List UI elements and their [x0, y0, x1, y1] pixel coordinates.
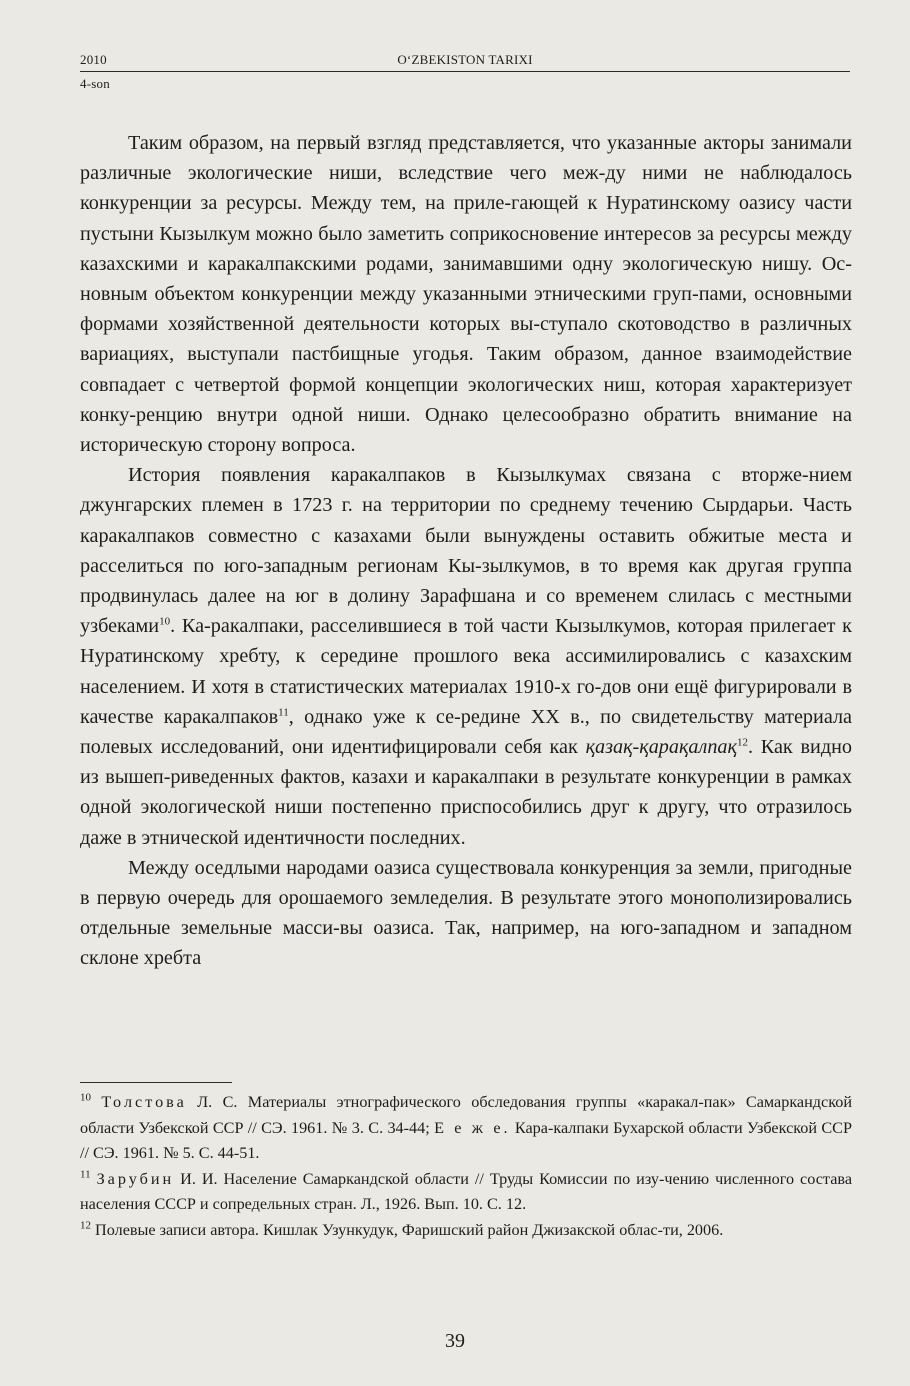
footnote-author-ibid: Е е ж е. — [434, 1118, 511, 1137]
footnote-ref-10: 10 — [159, 615, 171, 628]
header-year: 2010 — [80, 52, 107, 67]
footnote-text-2: Кара-калпаки Бухарской области Узбекской ССР // СЭ. 1961. № 5. С. 44-51. — [80, 1118, 852, 1162]
article-body — [80, 128, 852, 974]
footnote-12 — [80, 1218, 852, 1244]
footnote-text: И. И. Население Самаркандской области // Труды Комиссии по изу-чению численного состава населения СССР и сопредельных стран. Л., 1926. Вып. 10. С. 12. — [80, 1169, 852, 1213]
paragraph-2-part-a: История появления каракалпаков в Кызылкумах связана с вторже-нием джунгарских племен в 1723 г. на территории по среднему течению Сырдарьи. Часть каракалпаков совместно с казахами были вынуждены оставить обжитые места и расселиться по юго-западным регионам Кы-зылкумов, в то время как другая группа продвинулась далее на юг в долину Зарафшана и со временем слилась с местными узбеками — [80, 464, 852, 638]
footnote-separator — [80, 1082, 232, 1083]
ethnonym-italic: қазақ-қарақалпақ — [585, 736, 737, 759]
header-journal-title: O‘ZBEKISTON TARIXI — [397, 52, 533, 67]
paragraph-1: Таким образом, на первый взгляд представляется, что указанные акторы занимали различные экологические ниши, вследствие чего меж-ду ними не наблюдалось конкуренции за ресурсы. Между тем, на приле-гающей к Нуратинскому оазису части пустыни Кызылкум можно было заметить соприкосновение интересов за ресурсы между казахскими и каракалпакскими родами, занимавшими одну экологическую нишу. Ос-новным объектом конкуренции между указанными этническими груп-пами, основными формами хозяйственной деятельности которых вы-ступало скотоводство в различных вариациях, выступали пастбищные угодья. Таким образом, данное взаимодействие совпадает с четвертой формой концепции экологических ниш, которая характеризует конку-ренцию внутри одной ниши. Однако целесообразно обратить внимание на историческую сторону вопроса. — [80, 132, 852, 457]
page-number: 39 — [445, 1330, 465, 1352]
paragraph-2-part-d: . Как видно из вышеп-риведенных фактов, казахи и каракалпаки в результате конкуренции в рамках одной экологической ниши постепенно приспособились друг к другу, что отразилось даже в этнической идентичности последних. — [80, 736, 852, 849]
paragraph-2-part-c: , однако уже к се-редине XX в., по свидетельству материала полевых исследований, они идентифицировали себя как — [80, 705, 852, 759]
footnote-number: 12 — [80, 1219, 91, 1232]
header-issue: 4-son — [80, 76, 110, 91]
footnote-text: Полевые записи автора. Кишлак Узункудук, Фаришский район Джизакской облас-ти, 2006. — [91, 1220, 724, 1239]
running-header — [80, 52, 850, 91]
footnote-text: Л. С. Материалы этнографического обследования группы «каракал-пак» Самаркандской области Узбекской ССР // СЭ. 1961. № 3. С. 34-44; — [80, 1093, 853, 1137]
header-rule — [80, 71, 850, 72]
footnote-number: 10 — [80, 1091, 91, 1104]
footnote-ref-12: 12 — [736, 736, 748, 749]
footnote-ref-11: 11 — [278, 706, 289, 719]
paragraph-2 — [80, 460, 852, 853]
footnote-number: 11 — [80, 1168, 91, 1181]
footnote-11 — [80, 1167, 852, 1218]
paragraph-3: Между оседлыми народами оазиса существовала конкуренция за земли, пригодные в первую очередь для орошаемого земледелия. В результате этого монополизировались отдельные земельные масси-вы оазиса. Так, например, на юго-западном и западном склоне хребта — [80, 856, 852, 970]
footnotes — [80, 1090, 852, 1243]
footnote-author: Зарубин — [96, 1169, 175, 1188]
footnote-10 — [80, 1090, 852, 1167]
footnote-author: Толстова — [101, 1093, 187, 1111]
paragraph-2-part-b: . Ка-ракалпаки, расселившиеся в той части Кызылкумов, которая прилегает к Нуратинскому хребту, к середине прошлого века ассимилировались с казахским населением. И хотя в статистических материалах 1910-х го-дов они ещё фигурировали в качестве каракалпаков — [80, 615, 852, 728]
